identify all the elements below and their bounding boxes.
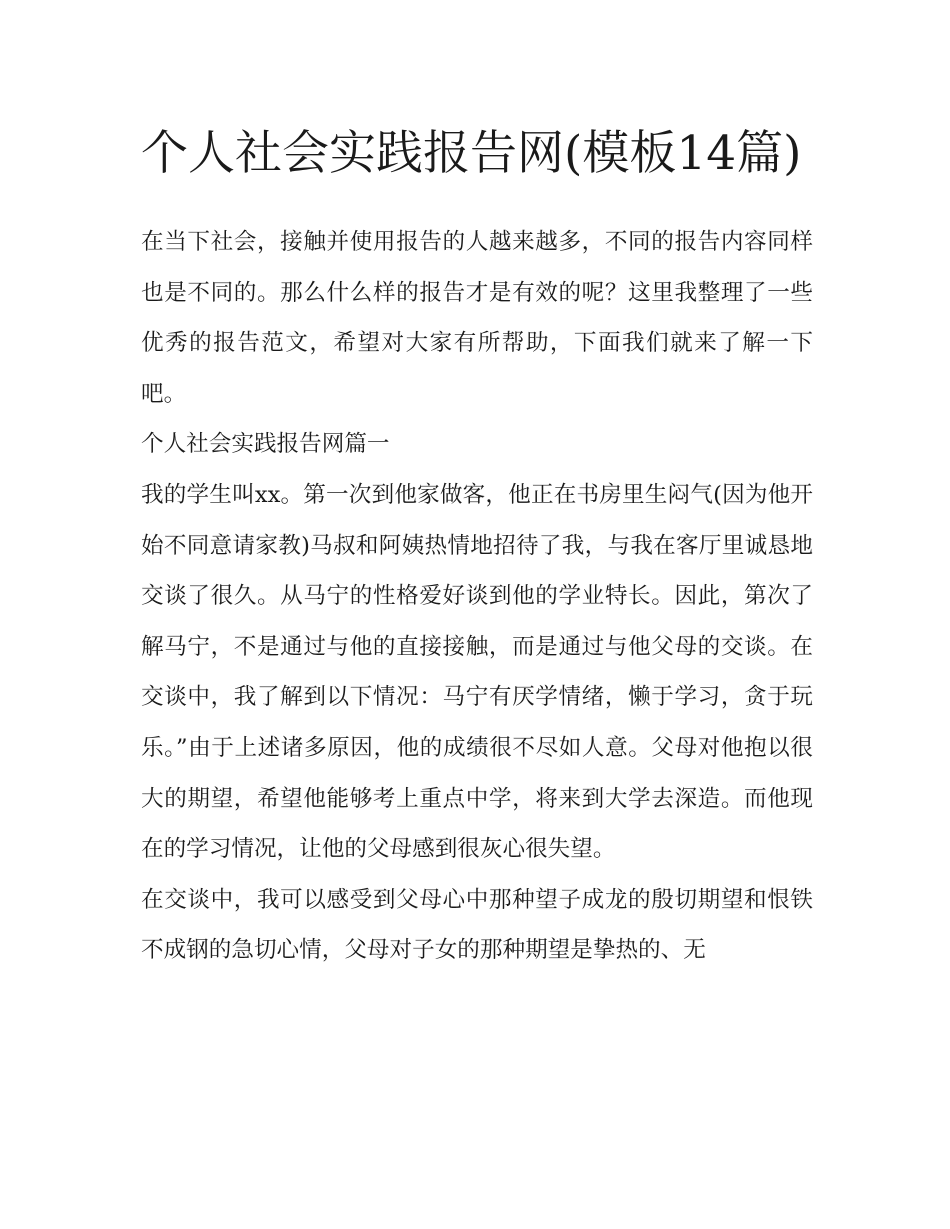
section-heading: 个人社会实践报告网篇一	[141, 431, 390, 458]
document-page	[141, 115, 813, 976]
intro-paragraph: 在当下社会，接触并使用报告的人越来越多，不同的报告内容同样也是不同的。那么什么样的报告才是有效的呢？这里我整理了一些优秀的报告范文，希望对大家有所帮助，下面我们就来了解一下吧。	[141, 229, 813, 407]
document-title: 个人社会实践报告网(模板14篇)	[141, 126, 802, 181]
body-paragraph-1: 我的学生叫xx。第一次到他家做客，他正在书房里生闷气(因为他开始不同意请家教)马叔和阿姨热情地招待了我，与我在客厅里诚恳地交谈了很久。从马宁的性格爱好谈到他的学业特长。因此，第次了解马宁，不是通过与他的直接接触，而是通过与他父母的交谈。在交谈中，我了解到以下情况：马宁有厌学情绪，懒于学习，贪于玩乐。”由于上述诸多原因，他的成绩很不尽如人意。父母对他抱以很大的期望，希望他能够考上重点中学，将来到大学去深造。而他现在的学习情况，让他的父母感到很灰心很失望。	[141, 481, 813, 863]
body-paragraph-2: 在交谈中，我可以感受到父母心中那种望子成龙的殷切期望和恨铁不成钢的急切心情，父母对子女的那种期望是挚热的、无	[141, 886, 813, 964]
